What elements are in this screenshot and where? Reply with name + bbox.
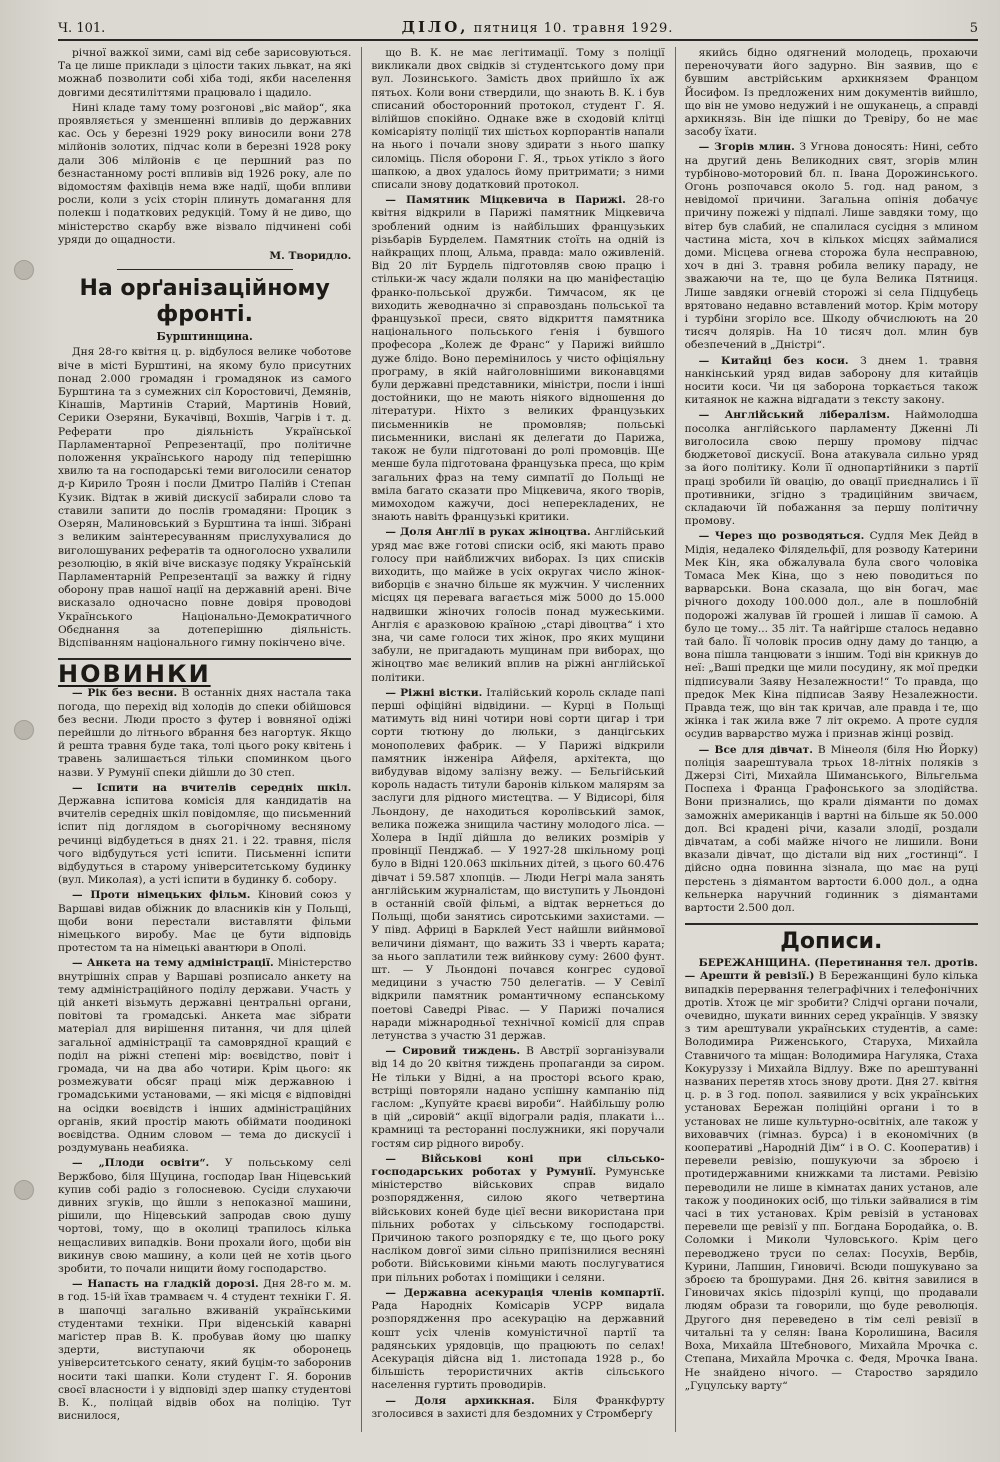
news-item-text: Англійський уряд має вже готові списки осіб, які мають право голосу при найближчих виборах. Із цих списків виходить, що майже в усіх округах число жінок-виборців є значно більше як мужчин. У численних місцях ця перевага вагається між 5000 до 15.000 надвишки жіночих голосів понад мужеськими. Англія є аразковою країною „старі дівоцтва“ і хто зна, чи саме голоси тих жінок, про яких мущини забули, не пригадають мущинам при виборах, що жіноцтво має великий вплив на ріжні англійської політики. <box>371 526 665 684</box>
column-3 <box>675 47 978 1432</box>
paragraph: Нині кладе таму тому розгонові „віс майор“, яка проявляється у зменшенні впливів до державних кас. Ось у березні 1929 року виносили вони 278 мілйонів золотих, підчас коли в березні 1928 року дали 306 мілйонів є це першний раз по безнастанному рості впливів від 1926 року, але по відомостям фахівців нема вже надії, щоби впливи росли, коли з усіх сторін плинуть домагання для полекш і податкових редукцій. Тому й не диво, що міністерство скарбу вже візвало підчинені собі уряди до ощадности. <box>58 101 352 246</box>
paragraph: що В. К. не має легітимації. Тому з поліції викликали двох свідків зі студентського дому при вул. Лозинського. Замість двох прийшло їх аж пятьох. Коли вони ствердили, що знають В. К. і був списаний обосторонний протокол, студент Г. Я. вілійшов спокійно. Однаке вже в сходовій клітці комісаріяту поліції тих шістьох корпорантів напали на нього і почали знову здирати з нього шапку силоміць. Після оборони Г. Я., трьох утікло з його шапкою, а двох удалось йому притримати; з ними списали знову додатковий протокол. <box>371 47 665 192</box>
divider <box>117 269 293 270</box>
news-item-title: — Рік без весни. <box>72 687 178 700</box>
news-item-text: Румунське міністерство військових справ видало розпорядження, силою якого четвертина військових коней буде цієї весни використана при пільних роботах у сільському господарстві. Причиною такого розпорядку є те, що цього року насліком довгої зими сільно припізнилися весняні роботи. Військовими кіньми мають послугуватися при пільних роботах і поміщики і селяни. <box>371 1166 665 1284</box>
news-item <box>371 1287 664 1393</box>
news-item-title: — Державна асекурація членів компартії. <box>385 1286 665 1299</box>
news-item-title: — Памятник Міцкевича в Парижі. <box>385 194 626 207</box>
news-item-text: Міністерство внутрішніх справ у Варшаві розписало анкету на тему адміністраційного поділу держави. Участь у цій анкеті візьмуть державні центральні органи, повітові та громадські. Анкета має зібрати матеріал для вирішення питання, чи для цілей загальної адміністрації та самоврядної кращий є поділ на ріжні степені мір: воєвідство, повіт і громада, чи на два або чотири. Крім цього: як розмежувати обсяг праці між державною і громадськими установами, — які місця є відповідні на осідки воєвідств і інших адміністраційних органів, який простір мають обіймати поодинокі воєвідства. Одним словом — тема до дискусії і роздумувань неабияка. <box>58 957 352 1155</box>
news-item-text: У польському селі Вержбово, біля Щуцина, господар Іван Ніцевський купив собі радіо з голосневою. Сусіди слухаючи дивних згуків, що йшли з непоказної машини, рішили, що Ніцевський запродав свою душу чортові, тому, що в околиці трапилось кілька нещасливих випадків. Вони прохали його, щоби він викинув свою машину, а коли цей не хотів цього зробити, то почали нищити йому господарство. <box>58 1157 352 1276</box>
page-number: 5 <box>969 21 978 36</box>
binding-hole <box>14 260 34 280</box>
news-item <box>58 957 351 1155</box>
news-item <box>371 1045 664 1151</box>
news-item-text: Дня 28-го м. м. в год. 15-ій їхав трамваєм ч. 4 студент техніки Г. Я. в шапочці загально вживаній українськими студентами техніки. При віденській каварні магістер прав В. К. пробував йому цю шапку здерти, виступаючи як оборонець університетського сенату, який буцім-то заборонив носити такі шапки. Коли студент Г. Я. боронив своєї власности і у відповіді здер шапку студентові В. К., поліцай відвів обох на поліцію. Тут виснилося, <box>58 1278 352 1423</box>
article-headline: На орґанізаційному фронті. <box>79 276 330 328</box>
news-item <box>58 889 351 955</box>
paragraph: Дня 28-го квітня ц. р. відбулося велике чоботове віче в місті Бурштині, на якому було присутних понад 2.000 громадян і громадянок из самого Бурштина та з сумежних сіл Коростовичі, Демянів, Кінашів, Мартинів Старий, Мартинів Новий, Серики Озеряни, Букачівці, Вохшів, Чагрів і т. д. Реферати про діяльність Української Парламентарної Репрезентації, про політичне положення українського народу під теперішню хвилю та на господарські теми виголосили сенатор д-р Кирило Троян і посли Дмитро Палійв і Степан Кузик. Відтак в живій дискусії забирали слово та ставили запити до послів громадяни: Процик з Озерян, Малиновський з Бурштина та інші. Зібрані з великим заінтересуванням прислухувалися до виголошуваних рефератів та одноголосно ухвалили резолюцію, в якій віче висказує подяку Українській Парламентарній Репрезентації за важку й гідну оборону прав нашої нації на державній арені. Віче висказало одночасно повне довіря проводові Українського Національно-Демократичного Обєднання за дотеперішню діяльність. Відспіванням національного гимну покінчено віче. <box>58 346 352 649</box>
news-item <box>685 355 978 408</box>
section-heading-news: НОВИНКИ <box>58 660 211 689</box>
news-item-title: — Доля архиккная. <box>385 1394 535 1407</box>
news-item <box>58 1278 351 1423</box>
news-item <box>685 141 978 352</box>
news-item-title: — Іспити на вчителів середніх шкіл. <box>72 781 352 794</box>
news-item <box>685 409 978 528</box>
news-item-title: — Згорів млин. <box>698 141 795 154</box>
news-item-title: — Проти німецьких фільм. <box>72 889 251 902</box>
page-header <box>58 18 978 41</box>
news-item-text: Рада Народніх Комісарів УСРР видала розпорядження про асекурацію на державний кошт усіх членів комуністичної партії та радянських урядовців, що працюють по селах! Асекурація дійсна від 1. листопада 1928 р., бо більшість терористичних актів сільського населення гуртить проводирів. <box>371 1300 665 1392</box>
news-item-text: Кіновий союз у Варшаві видав обіжник до власників кін у Польщі, щоби вони перестали виставляти фільми німецького виробу. Має це бути відповідь протестом та на німецькі авантюри в Ополі. <box>58 889 352 955</box>
divider <box>685 923 978 925</box>
binding-hole <box>14 1180 34 1200</box>
news-item-title: — Китайці без коси. <box>698 354 849 367</box>
news-item-title: — Англійський лібералізм. <box>698 409 890 422</box>
news-item <box>371 687 664 1043</box>
news-item <box>371 526 664 684</box>
newspaper-title: ДІЛО, <box>401 18 469 36</box>
news-item-title: — „Плоди освіти“. <box>72 1157 210 1170</box>
news-item-text: Біля Франкфурту зголосився в захисті для бездомних у Стромберґу <box>371 1394 665 1420</box>
article-subheading: Бурштинщина. <box>156 330 253 344</box>
news-item-title: — Доля Англії в руках жіноцтва. <box>385 526 591 539</box>
author-signature: М. Творидло. <box>269 250 352 263</box>
paragraph: річної важкої зими, самі від себе зарисовуються. Та це лише приклади з цілости таких львкат, на які можнаб позволити собі хіба тоді, якби населення довгими десятиліттями працювало і щадило. <box>58 47 352 99</box>
news-item-title: БЕРЕЖАНЩИНА. (Перетинання тел. дротів. — Арешти й ревізії.) <box>684 957 978 983</box>
news-item-title: — Військові коні при сільсько-господарських роботах у Румунії. <box>371 1152 665 1179</box>
news-item-title: — Анкета на тему адміністрації. <box>72 957 274 970</box>
news-item <box>685 530 978 741</box>
binding-hole <box>14 720 34 740</box>
columns <box>58 47 978 1432</box>
news-item-text: З Угнова доносять: Нині, себто на другий день Великодних свят, згорів млин турбіново-моторовий бл. п. Івана Дорожинського. Огонь розпочався около 5. год. над раном, з невідомої причини. Загальна опінія добачує причину пожежі у підпалі. Лише завдяки тому, що вітер був слабий, не спалилася сусідня з млином частина міста, хоч в кількох місцях займалися доми. Місцева огнева сторожа була несправною, хоч в дні 3. травня робила велику параду, не зважаючи на те, що це була Велика Пятниця. Лише завдяки огневій сторожі зі села Підцубець врятовано недавно вставлений мотор. Крім мотору і турбіни згоріло все. Шкоду обчислюють на 20 тисяч долярів. На 10 тисяч дол. млин був обезпечений в „Дністрі“. <box>684 141 978 352</box>
news-item-text: 28-го квітня відкрили в Парижі памятник Міцкевича зроблений одним із найбільших французьких різьбарів Бурделем. Памятник стоїть на одній із найкращих площ, Альма, правда: мало оживленій. Від 20 літ Бурдель підготовляв свою працю і стільки-ж часу ждали поляки на цю маніфестацію франко-польської дружби. Тимчасом, як це виходить жеводначно зі справоздань польської та французької преси, свято відкриття памятника національного польського ґенія і бувшого професора „Колеж де Франс“ у Парижі вийшло дуже блідо. Воно перемінилось у чисто офіціяльну програму, в якій найголовнішими виконавцями були державні представники, міністри, посли і інші достойники, що не мають ніякого відношення до літератури. Ніхто з великих французьких письменників не промовляв; польські письменники, вислані як делегати до Парижа, також не були підготовані до ролі промовців. Ще менше була підготована французька преса, що крім загальних фраз на тему симпатії до Польщі не вміла багато сказати про Міцкевича, якого творів, мимоходом кажучи, досі неперекладених, не знають навіть французькі критики. <box>371 194 665 524</box>
issue-number: Ч. 101. <box>58 21 106 36</box>
news-item <box>685 957 978 1393</box>
column-1 <box>58 47 351 1432</box>
news-item <box>371 1395 664 1421</box>
news-item-text: В останніх днях настала така погода, що перехід від холодів до спеки обійшовся без весни. Люди просто з футер і вовняної одіжі перейшли до літнього вбрання без нагортук. Якщо й решта травня буде така, толі цього року квітень і травень залишається тільки споминком цього назви. У Румунії спеки дійшли до 30 степ. <box>58 687 352 779</box>
section-heading-letters: Дописи. <box>780 929 883 955</box>
news-item-title: — Все для дівчат. <box>698 743 813 756</box>
news-item-text: З днем 1. травня нанкінський уряд видав заборону для китайців носити коси. Чи ця заборона торкається також китаянок не кажна відгадати з тексту закону. <box>684 354 978 407</box>
news-item-title: — Через що розводяться. <box>698 530 865 543</box>
paragraph: якийсь бідно одягнений молодець, прохаючи переночувати його задурно. Він заявив, що є бувшим австрійським архикнязем Францом Йосифом. Із предложених ним документів вийшло, що він не умово недужий і не ошуканець, а справді архикнязь. Він іде пішки до Тревіру, бо не має засобу їхати. <box>684 47 978 139</box>
news-item <box>371 194 664 524</box>
news-item-title: — Напасть на гладкій дорозі. <box>72 1278 259 1291</box>
news-item <box>58 782 351 888</box>
news-item-text: В Бережанщині було кілька випадків перервання телеграфічних і телефонічних дротів. Хтож це міг зробити? Слідчі органи почали, очевидно, шукати винних серед українців. У звязку з тим арештували українських студентів, а саме: Володимира Риженського, Старуха, Михайла Ставничого та міщан: Володимира Нагуляка, Стаха Кокуруззу і Михайла Відлуу. Вже по арештуванні названих перетяв хтось знову дроти. Дня 27. квітня ц. р. в 3 год. попол. заявилися у всіх українських установах Бережан поліційні органи і то в установах не лише культурно-освітніх, але також у виховавчих (гімназ. бурса) і в економічних (в кооперативі „Народній Дім“ і в О. С. Кооператив) і перевели ревізію, пошукуючи за зброєю і протидержавними книжками та листами. Ревізію переводили не лише в кімнатах даних установ, але також у поодиноких осіб, що тільки зайвалися в тім часі в тих установах. Крім ревізій в установах перевели ще ревізії у пп. Богдана Бородайка, о. В. Соломки і Миколи Чуловського. Крім цего переводжено труси по селах: Посухів, Вербів, Курини, Лапшин, Гиновичі. Всюди пошукувано за зброєю та брошурами. Дня 26. квітня завилися в Гиновичах якісь підозрілі купці, що продавали людям образи та говорили, що буде революція. Другого дня переведено в тім селі ревізії в читальні та у селян: Івана Королишина, Василя Воха, Михайла Штебнового, Михайла Мрочка с. Степана, Михайла Мрочка с. Федя, Мрочка Івана. Не знайдено нічого. — Староство зарядило „Гуцулську варту“ <box>684 970 978 1392</box>
news-item <box>371 1153 664 1285</box>
news-item-text: Судля Мек Дейд в Мідія, недалеко Філядельфії, для розводу Катерини Мек Кін, яка обжалувала була свого чоловіка Томаса Мек Кіна, що з нею поводиться по варварськи. Вона сказала, що він богач, має річного доходу 100.000 дол., але в пошлобній подорожі жалував їй грошей і лишав її самою. А було це тому... 35 літ. Та найгірше сталось недавно тай бало. Її чоловік просив одну даму до танцю, а вона пішла танцювати з іншим. Тоді він крикнув до неї: „Ваші предки ще мили посудину, як мої предки підписували Заяву Незалежности!“ То правда, що предок Мек Кіна підписав Заяву Незалежности. Правда теж, що він так кричав, але правда і те, що жінка і так жила вже 7 літ окремо. А проте судля осудив варварство мужа і признав жінці розвід. <box>684 530 978 741</box>
news-item-text: В Мінеоля (біля Ню Йорку) поліція заарештувала трьох 18-літніх поляків з Джерзі Сіті, Михайла Шиманського, Вільгельма Поспеха і Франца Графонського за злодійства. Вони признались, що крали діяманти по домах заможніх американців і вартні на більше як 50.000 дол. Всі крадені річи, казали злодії, роздали дівчатам, а собі майже нічого не лишили. Вони вказали дівчат, що дістали від них „гостинці“. І дійсно одна повинна зізнала, що має на руці перстень з діямантом вартости 6.000 дол., а одна кельнерка наручний годинник з діямантами вартости 2.500 дол. <box>684 743 978 914</box>
news-item <box>685 744 978 916</box>
news-item-text: В Австрії зорганізували від 14 до 20 квітня тиждень пропаганди за сиром. Не тільки у Відні, а на просторі всього краю, встріщі повторяли надано успішну кампанію під гаслом: „Купуйте краєві вироби“. Найбільшу ролю в цій „сировій“ акції відограли радія, плакати і... крамниці та ресторанні послужники, які поручали гостям сир рідного виробу. <box>371 1045 665 1150</box>
news-item <box>58 1157 351 1276</box>
news-item-text: Італійський король складе папі перші офіційні відвідини. — Курці в Польщі матимуть від нині чотири нові сорти цигар і три сорти тютюну до люльки, з данцігських монополевих фабрик. — У Парижі відкрили памятник інженіра Айфеля, архітекта, що вибудував відому залізну вежу. — Бельгійський король надасть титули баронів кільком малярям за заслуги для рідного мистецтва. — У Відисорі, біля Льондону, де находиться королівський замок, велика пожежа знищила частину молодого ліса. — Холера в Індії дійшла до великих розмірів у провінції Пенджаб. — У 1927-28 шкільному році було в Відні 120.063 шкільних дітей, з цього 60.476 дівчат і 59.587 хлопців. — Люди Негрі мала занять англійським журналістам, що виступить у Льондоні в останній своїй фільмі, а відтак вернеться до Польщі, щоби занятись сиротськими захистами. — У півд. Африці в Барклей Уест найшли вийнмової величини діямант, що важить 33 і чверть карата; за нього заплатили теж вийнкову суму: 2600 фунт. шт. — У Льондоні почався конгрес судової медицини з участю 750 делегатів. — У Севілї відкрили памятник романтичному еспанському поетові Саведрі Рівас. — У Парижі почалися наради міжнародньої технічної комісії для справ летунства з участю 31 держав. <box>371 686 665 1043</box>
column-2 <box>361 47 664 1432</box>
news-item-text: Наймолодша посолка англійського парламенту Дженні Лі виголосила свою першу промову підчас бюджетової дискусії. Вона атакувала сильно уряд за його політику. Коли її однопартійники з партії праці зробили їй овацію, до овації приєднались і її противники, згідно з традиційним звичаєм, складаючи їй побажання за першу політичну промову. <box>684 409 978 528</box>
masthead <box>402 18 674 36</box>
news-item-title: — Сировий тиждень. <box>385 1045 521 1058</box>
news-item <box>58 687 351 779</box>
news-item-text: Державна іспитова комісія для кандидатів на вчителів середніх шкіл повідомляє, що письменний іспит під доглядом в сьогорічному весняному речинці відбудеться в днях 21. і 22. травня, після чого відбудуться усті іспити. Письменні іспити відбудуться в старому університетському будинку (вул. Миколая), а усті іспити в будинку б. собору. <box>58 794 352 887</box>
news-item-title: — Ріжні вістки. <box>385 686 483 699</box>
issue-date: пятниця 10. травня 1929. <box>473 21 674 36</box>
